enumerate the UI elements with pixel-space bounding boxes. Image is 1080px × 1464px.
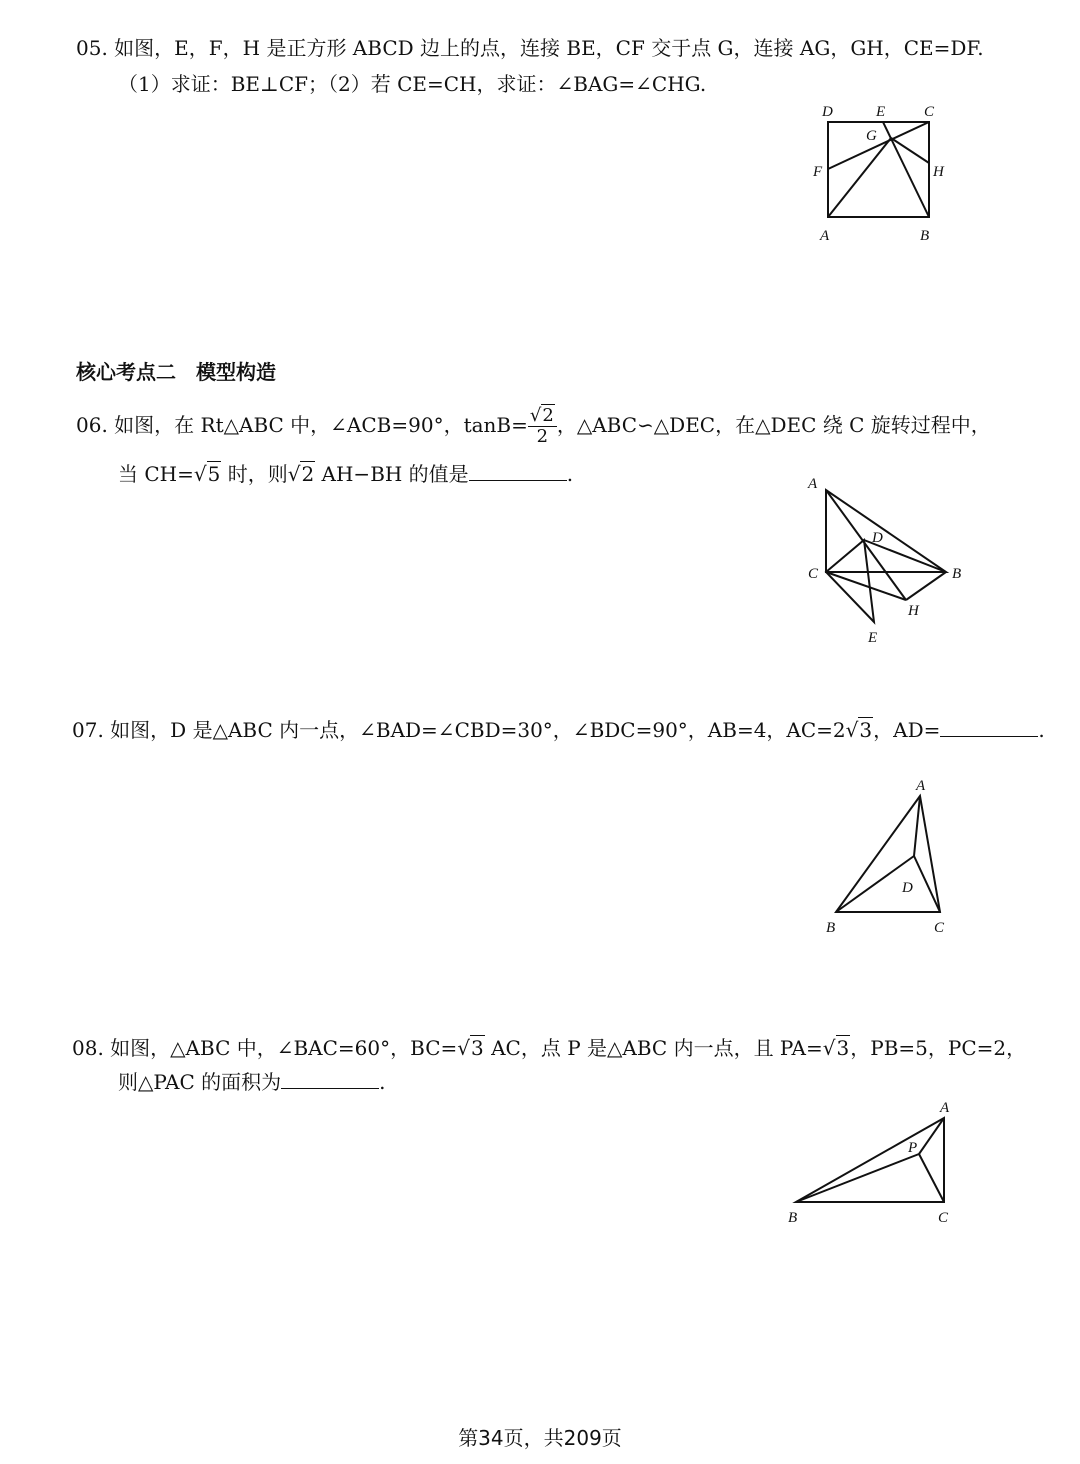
q05-segment-AG [828,138,891,217]
q07-label-D: D [902,880,913,896]
q06-text-2c: AH−BH 的值是 [315,462,469,486]
q05-segment-CF [828,122,929,169]
q06-sqrt-b: 2 [301,462,315,486]
q06-triangle-ABC [826,490,946,572]
q07-text-1b: ，AD= [873,718,941,742]
q07-line1: 07. 如图，D 是△ABC 内一点，∠BAD=∠CBD=30°，∠BDC=90°，AB=4，AC=2√3，AD= . [72,718,1045,742]
q06-answer-blank[interactable] [469,460,567,481]
q05-square [828,122,929,217]
q06-text-2end: . [566,462,574,486]
q05-line1 [76,34,984,62]
q08-segment-PC [919,1154,944,1202]
q07-answer-blank[interactable] [940,716,1038,737]
q08-number: 08. [72,1036,104,1060]
q05-line2 [118,70,706,98]
q06-figure [800,470,970,650]
q06-segment-BH [906,572,946,600]
q06-text-1b: ，△ABC∽△DEC，在△DEC 绕 C 旋转过程中， [556,413,991,437]
q07-label-B: B [826,920,836,936]
q05-text-1: 如图，E，F，H 是正方形 ABCD 边上的点，连接 BE，CF 交于点 G，连接 AG，GH，CE=DF. [114,36,984,60]
q06-label-A: A [808,476,818,492]
q06-frac-num: 2 [542,405,554,426]
q05-label-E: E [876,104,886,120]
q08-text-2a: 则△PAC 的面积为 [118,1070,282,1094]
q08-line2 [118,1068,385,1096]
q06-text-2a: 当 CH= [118,462,194,486]
q05-label-C: C [924,104,935,120]
q06-text-2b: 时，则 [221,462,288,486]
q06-text-1a: 如图，在 Rt△ABC 中，∠ACB=90°，tanB= [114,413,528,437]
q05-label-B: B [920,228,930,244]
q06-label-B: B [952,566,962,582]
q05-number: 05. [76,36,108,60]
q08-sqrt-b: 3 [836,1036,850,1060]
q06-fraction: $\frac{√2}{2}$ [528,406,557,447]
q07-label-C: C [934,920,945,936]
section-title: 核心考点二 模型构造 [76,360,276,384]
q08-text-2end: . [379,1070,386,1094]
q08-text-1c: ，PB=5，PC=2， [850,1036,1027,1060]
q08-answer-blank[interactable] [281,1068,379,1089]
q08-line1: 08. 如图，△ABC 中，∠BAC=60°，BC=√3 AC，点 P 是△ABC 内一点，且 PA=√3，PB=5，PC=2， [72,1036,1027,1060]
q06-line1 [76,406,991,447]
q06-frac-den: 2 [536,426,549,447]
q06-label-E: E [868,630,878,646]
q05-label-A: A [820,228,830,244]
q08-figure [780,1094,970,1234]
q08-label-C: C [938,1210,949,1226]
q06-label-C: C [808,566,819,582]
q08-label-P: P [908,1140,918,1156]
q05-figure [800,96,960,246]
q06-number: 06. [76,413,108,437]
q06-segment-CH [826,572,906,600]
q06-sqrt-a: 5 [207,462,221,486]
q07-sqrt-a: 3 [859,718,873,742]
q06-label-H: H [908,603,919,619]
q05-label-G: G [866,128,877,144]
q05-label-H: H [933,164,944,180]
q07-triangle-ABC [836,796,940,912]
q05-text-2: （1）求证：BE⊥CF；（2）若 CE=CH，求证：∠BAG=∠CHG. [118,72,707,96]
q08-segment-PA [919,1118,944,1154]
q05-label-D: D [822,104,833,120]
q08-text-1b: AC，点 P 是△ABC 内一点，且 PA= [484,1036,823,1060]
q05-label-F: F [813,164,823,180]
page-footer: 第34页，共209页 [458,1426,622,1450]
q08-label-A: A [940,1100,950,1116]
q05-segment-BE [883,122,929,217]
q07-number: 07. [72,718,104,742]
q06-line2: 当 CH=√5 时，则√2 AH−BH 的值是 . [118,462,574,486]
q08-sqrt-a: 3 [471,1036,484,1060]
q07-text-1a: 如图，D 是△ABC 内一点，∠BAD=∠CBD=30°，∠BDC=90°，AB=4，AC=2 [110,718,846,742]
q07-label-A: A [916,778,926,794]
q08-text-1a: 如图，△ABC 中，∠BAC=60°，BC= [110,1036,458,1060]
q08-segment-PB [796,1154,919,1202]
q08-label-B: B [788,1210,798,1226]
q07-segment-AD [914,796,920,856]
q06-label-D: D [872,530,883,546]
q07-text-1end: . [1038,718,1045,742]
q07-figure [820,774,960,939]
